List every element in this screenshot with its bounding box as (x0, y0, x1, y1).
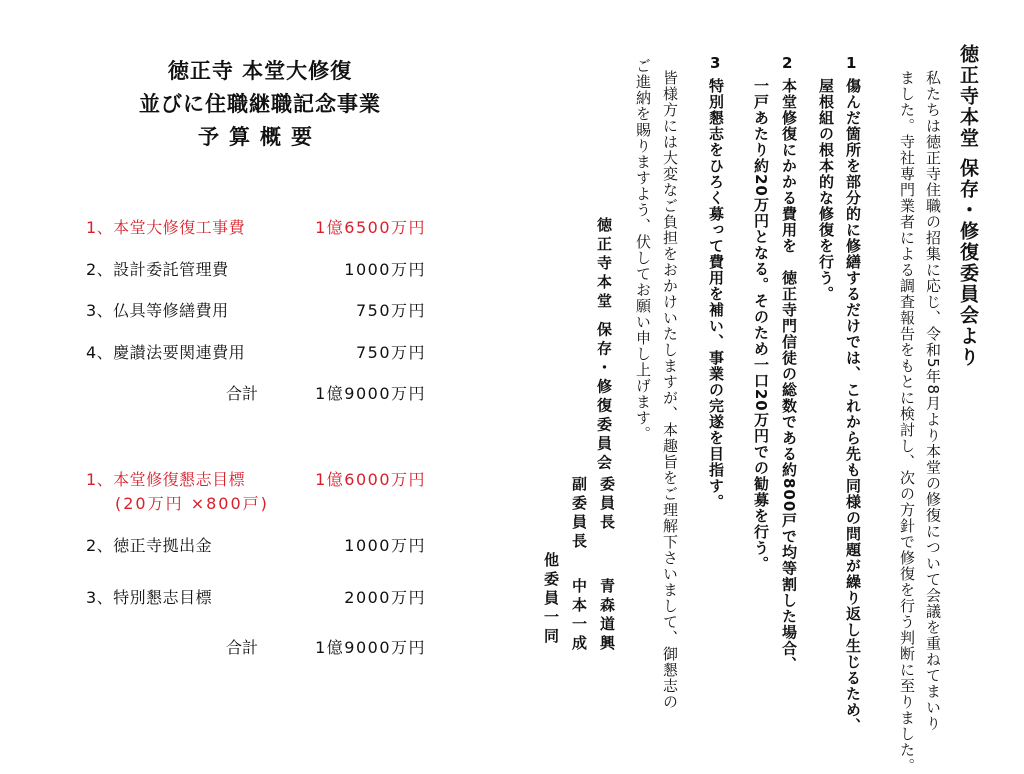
point-1-number: 1 (846, 54, 857, 72)
funding-item-label: 2、徳正寺拠出金 (86, 536, 213, 555)
member-name: 中本一成 (570, 578, 588, 654)
cost-item-amount: 750万円 (355, 301, 426, 320)
letter-closing-1: 皆様方には大変なご負担をおかけいたしますが、本趣旨をご理解下さいまして、御懇志の (661, 70, 679, 710)
letter-intro-1: 私たちは徳正寺住職の招集に応じ、令和5年8月より本堂の修復について会議を重ねてまいり (924, 70, 942, 732)
member-role: 委員長 (598, 476, 616, 533)
member-role: 副委員長 (570, 476, 588, 552)
member-others: 他委員一同 (542, 552, 560, 647)
funding-item-1 (86, 467, 426, 493)
cost-total-label: 合計 (226, 384, 259, 403)
cost-total-amount: 1億9000万円 (315, 384, 426, 403)
funding-item-amount: 2000万円 (344, 588, 426, 607)
cost-item-amount: 750万円 (355, 343, 426, 362)
funding-item-amount: 1億6000万円 (315, 470, 426, 489)
point-1-line-2: 屋根組の根本的な修復を行う。 (817, 78, 835, 302)
funding-total-label: 合計 (226, 638, 259, 657)
cost-item-2 (86, 257, 426, 283)
cost-item-amount: 1000万円 (344, 260, 426, 279)
letter-intro-2: ました。寺社専門業者による調査報告をもとに検討し、次の方針で修復を行う判断に至りました。 (898, 70, 916, 774)
budget-title-line1: 徳正寺 本堂大修復 (167, 59, 353, 83)
cost-item-3 (86, 298, 426, 324)
budget-title (60, 55, 460, 154)
cost-item-amount: 1億6500万円 (315, 218, 426, 237)
funding-item-amount: 1000万円 (344, 536, 426, 555)
point-2-number: 2 (782, 54, 793, 72)
funding-item-label: 3、特別懇志目標 (86, 588, 213, 607)
point-3-line-1: 特別懇志をひろく募って費用を補い、事業の完遂を目指す。 (707, 78, 725, 510)
funding-item-label: 1、本堂修復懇志目標 (86, 470, 246, 489)
letter-heading: 徳正寺本堂 保存・修復委員会より (957, 44, 979, 368)
cost-item-1 (86, 215, 426, 241)
point-3-number: 3 (710, 54, 721, 72)
cost-item-4 (86, 340, 426, 366)
funding-total-amount: 1億9000万円 (315, 638, 426, 657)
cost-item-label: 4、慶讃法要関連費用 (86, 343, 246, 362)
letter-signature: 徳正寺本堂 保存・修復委員会 (595, 217, 613, 474)
point-2-line-2: 一戸あたり約20万円となる。そのため一口20万円での勧募を行う。 (752, 78, 770, 572)
budget-title-line2: 並びに住職継職記念事業 (139, 92, 381, 116)
funding-note: (20万円 ×800戸) (115, 494, 269, 513)
point-2-line-1: 本堂修復にかかる費用を 徳正寺門信徒の総数である約800戸で均等割した場合、 (780, 78, 798, 673)
funding-item-2 (86, 533, 426, 559)
letter-closing-2: ご進納を賜りますよう、伏してお願い申し上げます。 (634, 58, 652, 442)
budget-title-line3: 予算概要 (198, 125, 322, 149)
member-name: 青森道興 (598, 578, 616, 654)
cost-item-label: 1、本堂大修復工事費 (86, 218, 246, 237)
cost-item-label: 2、設計委託管理費 (86, 260, 229, 279)
cost-item-label: 3、仏具等修繕費用 (86, 301, 229, 320)
point-1-line-1: 傷んだ箇所を部分的に修繕するだけでは、これから先も同様の問題が繰り返し生じるため、 (844, 78, 862, 734)
funding-item-3 (86, 585, 426, 611)
